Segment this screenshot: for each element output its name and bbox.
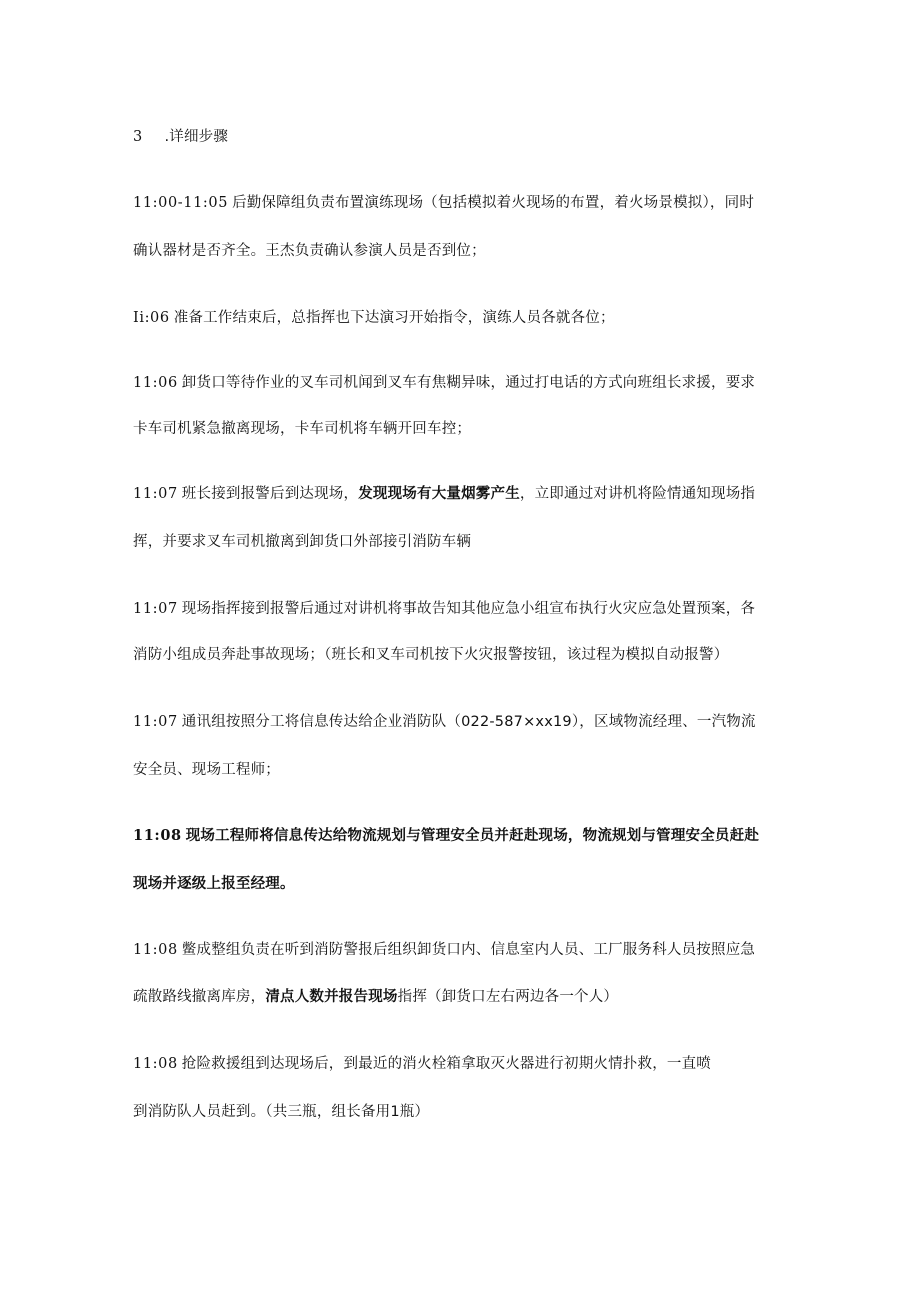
step-text: 消防小组成员奔赴事故现场；（班长和叉车司机按下火灾报警按钮，该过程为模拟自动报警） bbox=[133, 647, 729, 663]
step-9-line-1 bbox=[133, 1054, 711, 1074]
step-time: 11:07 bbox=[133, 714, 178, 730]
step-time: 11:08 bbox=[133, 942, 178, 958]
step-time: 11:07 bbox=[133, 601, 178, 617]
step-7-line-2 bbox=[133, 874, 295, 894]
step-text: 通讯组按照分工将信息传达给企业消防队（022-587×xx19），区域物流经理、一汽物流 bbox=[181, 714, 756, 730]
step-text: 后勤保障组负责布置演练现场（包括模拟着火现场的布置，着火场景模拟），同时 bbox=[232, 195, 755, 211]
step-5-line-2 bbox=[133, 645, 728, 665]
step-text-bold: 现场工程师将信息传达给物流规划与管理安全员并赶赴现场，物流规划与管理安全员赶赴 bbox=[185, 828, 760, 844]
step-time: 11:08 bbox=[133, 827, 182, 844]
step-time: 11:06 bbox=[133, 375, 178, 391]
step-1-line-2 bbox=[133, 241, 486, 261]
step-text: 确认器材是否齐全。王杰负责确认参演人员是否到位； bbox=[133, 243, 486, 259]
step-text-bold: 现场并逐级上报至经理。 bbox=[133, 876, 295, 892]
step-2-line-1 bbox=[133, 308, 615, 328]
step-text: 疏散路线撤离库房， bbox=[133, 989, 266, 1005]
step-4-line-1 bbox=[133, 484, 755, 504]
step-text: 准备工作结束后，总指挥也下达演习开始指令，演练人员各就各位； bbox=[173, 310, 615, 326]
section-number: 3 bbox=[133, 129, 143, 145]
step-3-line-2 bbox=[133, 419, 471, 439]
step-1-line-1 bbox=[133, 193, 754, 213]
step-6-line-1 bbox=[133, 712, 756, 732]
step-text: ，立即通过对讲机将险情通知现场指 bbox=[519, 486, 756, 502]
step-5-line-1 bbox=[133, 599, 755, 619]
step-time: 11:00-11:05 bbox=[133, 195, 229, 211]
step-text: 指挥（卸货口左右两边各一个人） bbox=[397, 989, 619, 1005]
step-7-line-1 bbox=[133, 826, 759, 846]
section-heading bbox=[133, 127, 228, 147]
step-text-bold: 清点人数并报告现场 bbox=[265, 989, 398, 1005]
step-9-line-2 bbox=[133, 1102, 429, 1122]
step-time: Ii:06 bbox=[133, 310, 170, 326]
step-text: 现场指挥接到报警后通过对讲机将事故告知其他应急小组宣布执行火灾应急处置预案，各 bbox=[181, 601, 756, 617]
step-8-line-1 bbox=[133, 940, 755, 960]
step-text: 卡车司机紧急撤离现场，卡车司机将车辆开回车控； bbox=[133, 421, 472, 437]
step-time: 11:07 bbox=[133, 486, 178, 502]
step-3-line-1 bbox=[133, 373, 755, 393]
step-8-line-2 bbox=[133, 987, 618, 1007]
step-text: 到消防队人员赶到。（共三瓶，组长备用1瓶） bbox=[133, 1104, 430, 1120]
section-title: .详细步骤 bbox=[164, 129, 229, 145]
step-text: 抢险救援组到达现场后，到最近的消火栓箱拿取灭火器进行初期火情扑救，一直喷 bbox=[181, 1056, 711, 1072]
step-text: 卸货口等待作业的叉车司机闻到叉车有焦糊异味，通过打电话的方式向班组长求援，要求 bbox=[181, 375, 756, 391]
step-4-line-2 bbox=[133, 532, 471, 552]
step-text: 班长接到报警后到达现场， bbox=[181, 486, 359, 502]
step-time: 11:08 bbox=[133, 1056, 178, 1072]
step-text-bold: 发现现场有大量烟雾产生 bbox=[358, 486, 520, 502]
step-text: 鳖成整组负责在听到消防警报后组织卸货口内、信息室内人员、工厂服务科人员按照应急 bbox=[181, 942, 756, 958]
step-6-line-2 bbox=[133, 760, 280, 780]
step-text: 安全员、现场工程师； bbox=[133, 762, 280, 778]
step-text: 挥，并要求叉车司机撤离到卸货口外部接引消防车辆 bbox=[133, 534, 472, 550]
